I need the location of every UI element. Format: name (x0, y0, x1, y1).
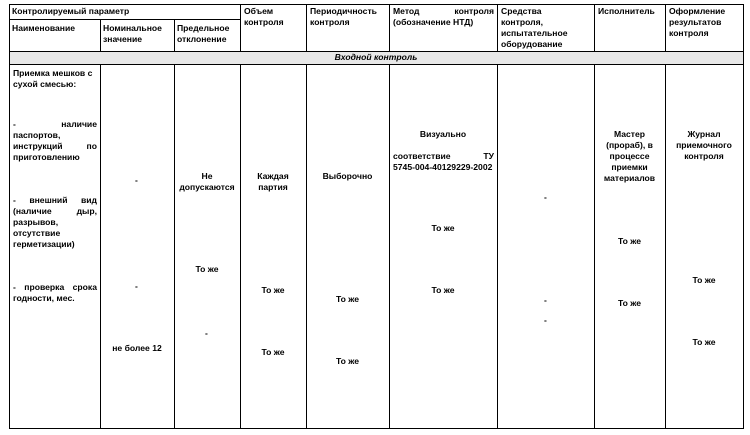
header-means-1: Средства (501, 6, 542, 16)
header-means-4: оборудование (501, 39, 563, 49)
header-deviation-1: Предельное (177, 23, 230, 33)
header-results-2: результатов (669, 17, 722, 27)
grid-line (306, 4, 307, 52)
name-item3-word: вид (80, 195, 97, 205)
executor-value-1-line5: материалов (603, 173, 656, 183)
method-value-3: То же (431, 223, 455, 233)
means-value-2: - (544, 295, 547, 305)
grid-line (174, 64, 175, 429)
name-item2-line4: приготовлению (13, 152, 80, 162)
results-value-1-line1: Журнал (687, 129, 721, 139)
deviation-value-1-line1: Не (201, 171, 213, 181)
name-item3-line4: отсутствие (13, 228, 61, 238)
name-item1-line1: Приемка мешков с (13, 68, 93, 78)
method-value-1: Визуально (419, 129, 467, 139)
periodicity-value-1: Выборочно (322, 171, 373, 181)
header-nominal-1: Номинальное (103, 23, 162, 33)
grid-line (9, 4, 10, 429)
grid-line (9, 64, 744, 65)
grid-line (240, 4, 241, 52)
grid-line (389, 64, 390, 429)
volume-value-2: То же (261, 285, 285, 295)
nominal-value-1: - (135, 175, 138, 185)
header-method-word-2: контроля (454, 6, 494, 16)
results-value-1-line3: контроля (684, 151, 724, 161)
name-item2-line3 (13, 141, 97, 152)
method-value-2-line1 (393, 151, 494, 162)
name-item3-line1 (13, 195, 97, 206)
method-word: ТУ (483, 151, 494, 161)
grid-line (665, 4, 666, 52)
nominal-value-2: - (135, 281, 138, 291)
grid-line (100, 64, 101, 429)
means-value-1: - (544, 192, 547, 202)
results-value-1-line2: приемочного (676, 140, 732, 150)
nominal-value-3: не более 12 (112, 343, 162, 353)
name-item4-word: - (13, 282, 16, 292)
executor-value-2: То же (617, 236, 642, 246)
executor-value-3: То же (617, 298, 642, 308)
grid-line (743, 4, 744, 429)
header-means-3: испытательное (501, 28, 568, 38)
header-volume-1: Объем (244, 6, 274, 16)
volume-value-3: То же (261, 347, 285, 357)
header-executor: Исполнитель (598, 6, 655, 16)
name-item3-word: дыр, (76, 206, 97, 216)
name-item3-line5: герметизации) (13, 239, 75, 249)
header-method-word-1: Метод (393, 6, 420, 16)
grid-line (306, 64, 307, 429)
name-item2-line2: паспортов, (13, 130, 61, 140)
grid-line (240, 64, 241, 429)
name-item4-word: проверка (24, 282, 65, 292)
grid-line (389, 4, 390, 52)
grid-line (9, 4, 744, 5)
name-item4-line1 (13, 282, 97, 293)
periodicity-value-3: То же (335, 356, 360, 366)
header-method-2: (обозначение НТД) (393, 17, 474, 27)
deviation-value-3: - (205, 328, 208, 338)
name-item2-word: инструкций (13, 141, 63, 151)
grid-line (594, 4, 595, 52)
grid-line (174, 19, 175, 52)
deviation-value-2: То же (195, 264, 219, 274)
header-periodicity-2: контроля (310, 17, 350, 27)
header-name: Наименование (12, 23, 76, 33)
header-means-2: контроля, (501, 17, 543, 27)
grid-line (100, 19, 101, 52)
name-item2-word: наличие (61, 119, 97, 129)
results-value-3: То же (692, 337, 716, 347)
executor-value-1-line1: Мастер (613, 129, 646, 139)
volume-value-1-line2: партия (258, 182, 288, 192)
header-deviation-2: отклонение (177, 34, 227, 44)
name-item1-line2: сухой смесью: (13, 79, 77, 89)
header-volume-2: контроля (244, 17, 284, 27)
method-value-4: То же (431, 285, 455, 295)
header-controlled-param: Контролируемый параметр (12, 6, 130, 16)
results-value-2: То же (692, 275, 716, 285)
executor-value-1-line2: (прораб), в (606, 140, 653, 150)
grid-line (9, 19, 241, 20)
periodicity-value-2: То же (335, 294, 360, 304)
header-results-1: Оформление (669, 6, 726, 16)
name-item4-word: срока (72, 282, 97, 292)
header-periodicity-1: Периодичность (310, 6, 377, 16)
method-word: соответствие (393, 151, 451, 161)
means-value-3: - (544, 315, 547, 325)
header-nominal-2: значение (103, 34, 143, 44)
name-item3-line3: разрывов, (13, 217, 59, 227)
section-title: Входной контроль (334, 52, 418, 62)
name-item3-word: внешний (29, 195, 68, 205)
name-item3-line2 (13, 206, 97, 217)
method-value-2-line2: 5745-004-40129229-2002 (393, 162, 493, 172)
deviation-value-1-line2: допускаются (179, 182, 235, 192)
grid-line (665, 64, 666, 429)
name-item2-word: - (13, 119, 16, 129)
name-item4-line2: годности, мес. (13, 293, 75, 303)
executor-value-1-line4: приемки (611, 162, 648, 172)
grid-line (9, 428, 744, 429)
name-item3-word: (наличие (13, 206, 52, 216)
name-item3-word: - (13, 195, 16, 205)
header-method-1 (393, 6, 494, 17)
header-results-3: контроля (669, 28, 709, 38)
name-item2-line1 (13, 119, 97, 130)
grid-line (497, 64, 498, 429)
volume-value-1-line1: Каждая (257, 171, 289, 181)
executor-value-1-line3: процессе (609, 151, 650, 161)
name-item2-word: по (86, 141, 97, 151)
grid-line (497, 4, 498, 52)
